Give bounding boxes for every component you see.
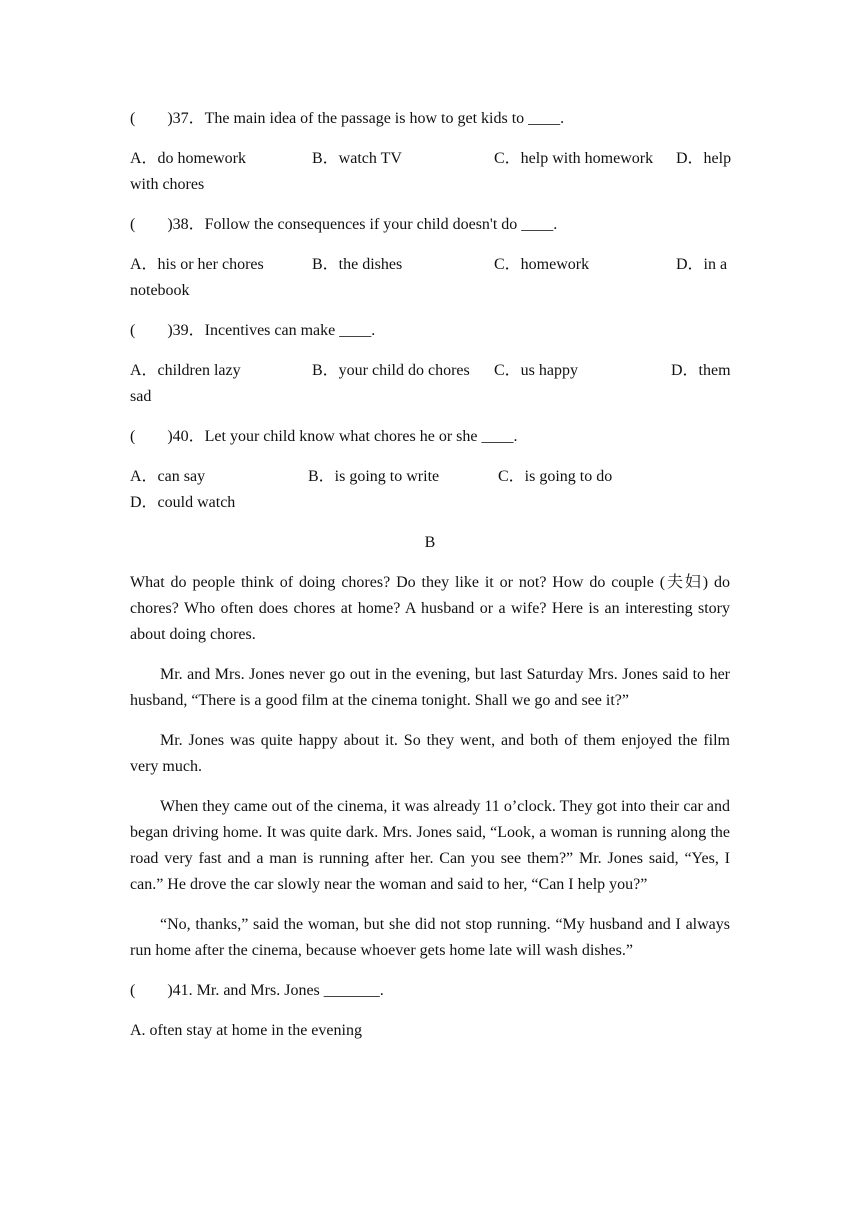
option-c: C．us happy	[494, 362, 579, 379]
option-d: D．them	[671, 362, 731, 379]
option-c: C．is going to do	[498, 468, 613, 485]
option-d-continued: with chores	[130, 176, 205, 193]
question-39-options	[130, 358, 730, 410]
passage-paragraph: When they came out of the cinema, it was already 11 o’clock. They got into their car and began driving home. It was quite dark. Mrs. Jones said, “Look, a woman is running along the road very fast and a man is running after her. Can you see them?” Mr. Jones said, “Yes, I can.” He drove the car slowly near the woman and said to her, “Can I help you?”	[130, 798, 730, 893]
question-37-stem: ( )37．The main idea of the passage is how to get kids to ____.	[130, 110, 565, 127]
question-38-stem: ( )38．Follow the consequences if your child doesn't do ____.	[130, 216, 558, 233]
option-c: C．help with homework	[494, 150, 654, 167]
question-41-option-a: A. often stay at home in the evening	[130, 1022, 362, 1039]
option-a: A．children lazy	[130, 362, 241, 379]
option-b: B．watch TV	[312, 150, 402, 167]
option-b: B．is going to write	[308, 468, 440, 485]
option-d: D．could watch	[130, 494, 236, 511]
option-a: A．do homework	[130, 150, 246, 167]
option-d: D．help	[676, 150, 732, 167]
question-41-stem: ( )41. Mr. and Mrs. Jones _______.	[130, 982, 384, 999]
option-c: C．homework	[494, 256, 590, 273]
option-a: A．can say	[130, 468, 206, 485]
question-40-options	[130, 464, 730, 516]
section-heading: B	[424, 534, 436, 551]
option-d-continued: sad	[130, 388, 152, 405]
document-page	[130, 106, 730, 1058]
option-d-continued: notebook	[130, 282, 190, 299]
option-b: B．the dishes	[312, 256, 403, 273]
option-d: D．in a	[676, 256, 728, 273]
question-40-stem: ( )40．Let your child know what chores he or she ____.	[130, 428, 518, 445]
option-b: B．your child do chores	[312, 362, 470, 379]
question-38-options	[130, 252, 730, 304]
passage-paragraph: Mr. Jones was quite happy about it. So they went, and both of them enjoyed the film very much.	[130, 732, 730, 775]
question-37-options	[130, 146, 730, 198]
passage-intro: What do people think of doing chores? Do they like it or not? How do couple (夫妇) do chores? Who often does chores at home? A husband or a wife? Here is an interesting story about doing chores.	[130, 574, 730, 643]
passage-paragraph: “No, thanks,” said the woman, but she did not stop running. “My husband and I always run home after the cinema, because whoever gets home late will wash dishes.”	[130, 916, 730, 959]
question-39-stem: ( )39．Incentives can make ____.	[130, 322, 376, 339]
option-a: A．his or her chores	[130, 256, 264, 273]
passage-paragraph: Mr. and Mrs. Jones never go out in the evening, but last Saturday Mrs. Jones said to her husband, “There is a good film at the cinema tonight. Shall we go and see it?”	[130, 666, 730, 709]
